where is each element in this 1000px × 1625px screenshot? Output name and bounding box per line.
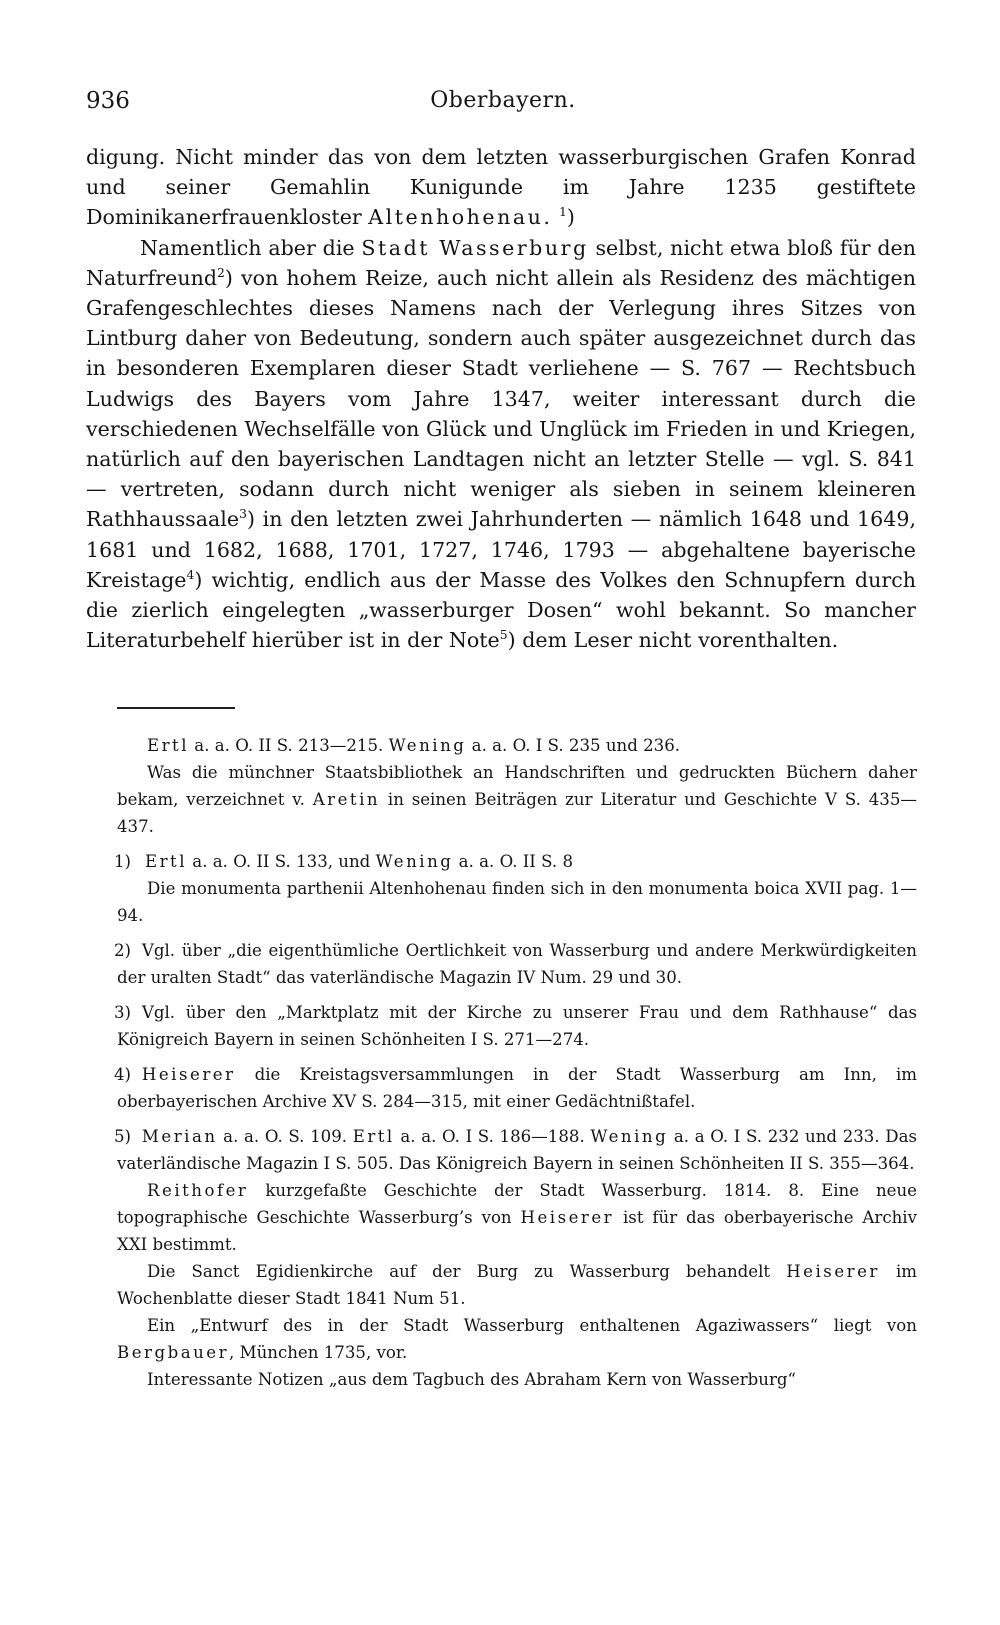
note-text: Die Sanct Egidienkirche auf der Burg zu Wasserburg behandelt — [147, 1262, 787, 1281]
page-number: 936 — [86, 88, 130, 114]
note-text: a. a. O. I S. 186—188. — [394, 1127, 591, 1146]
footnote-2-body — [117, 941, 917, 987]
town-name: Stadt Wasserburg — [361, 235, 589, 260]
footnote-5 — [114, 1123, 918, 1177]
paragraph-1-text: digung. Nicht minder das von dem letzten wasserburgischen Grafen Konrad und seiner Gemahlin Kunigunde im Jahre 1235 gestiftete Dominikanerfrauenkloster — [86, 145, 916, 230]
running-head: Oberbayern. — [430, 88, 576, 113]
footnote-divider — [117, 707, 235, 709]
author-name: Heiserer — [520, 1208, 615, 1227]
note-text: ist für das oberbayerische Archiv XXI bestimmt. — [117, 1208, 917, 1254]
note-text: a. a. O. II S. 213—215. — [189, 736, 389, 755]
footnote-3-body — [117, 1003, 917, 1049]
footnote-1-body — [145, 852, 573, 871]
footnote-2 — [114, 937, 917, 991]
footnote-5-paragraph-3 — [117, 1258, 917, 1312]
footnote-4-body — [117, 1065, 917, 1111]
author-name: Reithofer — [147, 1181, 249, 1200]
author-name: Ertl — [145, 852, 188, 871]
note-text: in seinen Beiträgen zur Literatur und Geschichte V S. 435—437. — [117, 790, 917, 836]
note-text: a. a. O. II S. 8 — [453, 852, 574, 871]
page-header — [86, 88, 920, 120]
main-text — [86, 142, 916, 655]
note-text: Ein „Entwurf des in der Stadt Wasserburg enthaltenen Agaziwassers“ liegt von — [147, 1316, 917, 1335]
paragraph-2-text-e: wichtig, endlich aus der Masse des Volkes den Schnupfern durch die zierlich eingelegten „wasserburger Dosen“ wohl bekannt. So mancher Literaturbehelf hierüber ist in der Note — [86, 567, 916, 653]
note-text: im Wochenblatte dieser Stadt 1841 Num 51. — [117, 1262, 917, 1308]
footnote-5-paragraph-4 — [117, 1312, 917, 1366]
note-text: Was die münchner Staatsbibliothek an Handschriften und gedruckten Büchern daher bekam, verzeichnet v. — [117, 763, 917, 809]
note-text: a. a O. I S. 232 und 233. Das vaterländische Magazin I S. 505. Das Königreich Bayern in seinen Schönheiten II S. 355—364. — [117, 1127, 918, 1173]
note-text: Vgl. über „die eigenthümliche Oertlichkeit von Wasserburg und andere Merkwürdigkeiten der uralten Stadt“ das vaterländische Magazin IV Num. 29 und 30. — [117, 941, 917, 987]
footnote-ref-4: 4 — [186, 567, 195, 582]
note-text: a. a. O. I S. 235 und 236. — [466, 736, 681, 755]
author-name: Heiserer — [786, 1262, 880, 1281]
author-name: Ertl — [352, 1127, 395, 1146]
footnote-5-paragraph-2 — [117, 1177, 917, 1258]
note-text: Vgl. über den „Marktplatz mit der Kirche zu unserer Frau und dem Rathhause“ das Königreich Bayern in seinen Schönheiten I S. 271—274. — [117, 1003, 917, 1049]
author-name: Wening — [375, 852, 454, 871]
author-name: Ertl — [147, 736, 190, 755]
note-intro-line-1 — [117, 732, 917, 759]
paragraph-2-text-f: dem Leser nicht vorenthalten. — [515, 628, 839, 653]
place-name: Altenhohenau. — [368, 205, 553, 230]
note-text: kurzgefaßte Geschichte der Stadt Wasserburg. 1814. 8. Eine neue topographische Geschichte Wasserburg’s von — [117, 1181, 917, 1227]
footnote-ref-1: 1 — [558, 205, 567, 220]
paragraph-2-text-d: in den letzten zwei Jahrhunderten — nämlich 1648 und 1649, 1681 und 1682, 1688, 1701, 1727, 1746, 1793 — abgehaltene bayerische Kreistage — [86, 507, 916, 592]
footnote-5-body — [117, 1127, 917, 1173]
paragraph-2: Namentlich aber die Stadt Wasserburg selbst, nicht etwa bloß für den Naturfreund$^2$) von hohem Reize, auch nicht allein als Residenz des mächtigen Grafengeschlechtes dieses Namens nach der Verlegung ihres Sitzes von Lintburg daher von Bedeutung, sondern auch später ausgezeichnet durch das in besonderen Exemplaren dieser Stadt verliehene — S. 767 — Rechtsbuch Ludwigs des Bayers vom Jahre 1347, weiter interessant durch die verschiedenen Wechselfälle von Glück und Unglück im Frieden in und Kriegen, natürlich auf den bayerischen Landtagen nicht an letzter Stelle — vgl. S. 841 — vertreten, sodann durch nicht weniger als sieben in seinem kleineren Rathhaussaale$^3$) in den letzten zwei Jahrhunderten — nämlich 1648 und 1649, 1681 und 1682, 1688, 1701, 1727, 1746, 1793 — abgehaltene bayerische Kreistage$^4$) wichtig, endlich aus der Masse des Volkes den Schnupfern durch die zierlich eingelegten „wasserburger Dosen“ wohl bekannt. So mancher Literaturbehelf hierüber ist in der Note$^5$) dem Leser nicht vorenthalten. — [86, 235, 916, 653]
footnotes — [114, 732, 918, 1393]
note-text: a. a. O. II S. 133, und — [187, 852, 376, 871]
paragraph-2-text-a: Namentlich aber die — [140, 235, 362, 260]
footnote-1 — [114, 848, 917, 875]
footnote-2-marker: 2) — [114, 941, 132, 960]
footnote-3-marker: 3) — [114, 1003, 132, 1022]
footnote-ref-3: 3 — [239, 507, 247, 522]
footnote-4-marker: 4) — [114, 1065, 132, 1084]
footnote-1-continuation: Die monumenta parthenii Altenhohenau finden sich in den monumenta boica XVII pag. 1—94. — [117, 879, 917, 925]
footnote-5-paragraph-5: Interessante Notizen „aus dem Tagbuch des Abraham Kern von Wasserburg“ — [147, 1370, 797, 1389]
note-intro-line-2 — [117, 759, 917, 840]
note-text: a. a. O. S. 109. — [217, 1127, 353, 1146]
footnote-ref-2: 2 — [217, 265, 225, 280]
author-name: Bergbauer — [117, 1343, 230, 1362]
author-name: Wening — [590, 1127, 669, 1146]
footnote-1-marker: 1) — [114, 852, 132, 871]
note-text: , München 1735, vor. — [229, 1343, 408, 1362]
author-name: Heiserer — [141, 1065, 236, 1084]
footnote-5-marker: 5) — [114, 1127, 132, 1146]
note-text: die Kreistagsversammlungen in der Stadt Wasserburg am Inn, im oberbayerischen Archive XV S. 284—315, mit einer Gedächtnißtafel. — [117, 1065, 917, 1111]
paragraph-2-text-c: von hohem Reize, auch nicht allein als Residenz des mächtigen Grafengeschlechtes dieses Namens nach der Verlegung ihres Sitzes von Lintburg daher von Bedeutung, sondern auch später ausgezeichnet durch das in besonderen Exemplaren dieser Stadt verliehene — S. 767 — Rechtsbuch Ludwigs des Bayers vom Jahre 1347, weiter interessant durch die verschiedenen Wechselfälle von Glück und Unglück im Frieden in und Kriegen, natürlich auf den bayerischen Landtagen nicht an letzter Stelle — vgl. S. 841 — vertreten, sodann durch nicht weniger als sieben in seinem kleineren Rathhaussaale — [86, 265, 916, 532]
footnote-3 — [114, 999, 917, 1053]
footnote-4 — [114, 1061, 917, 1115]
footnote-ref-5: 5 — [499, 628, 508, 643]
paragraph-2-text-b: selbst, nicht etwa bloß für den Naturfreund — [86, 235, 916, 290]
author-name: Wening — [388, 736, 467, 755]
paragraph-1: digung. Nicht minder das von dem letzten wasserburgischen Grafen Konrad und seiner Gemahlin Kunigunde im Jahre 1235 gestiftete Dominikanerfrauenkloster Altenhohenau. $^1$) — [86, 145, 916, 230]
author-name: Aretin — [312, 790, 381, 809]
author-name: Merian — [141, 1127, 218, 1146]
